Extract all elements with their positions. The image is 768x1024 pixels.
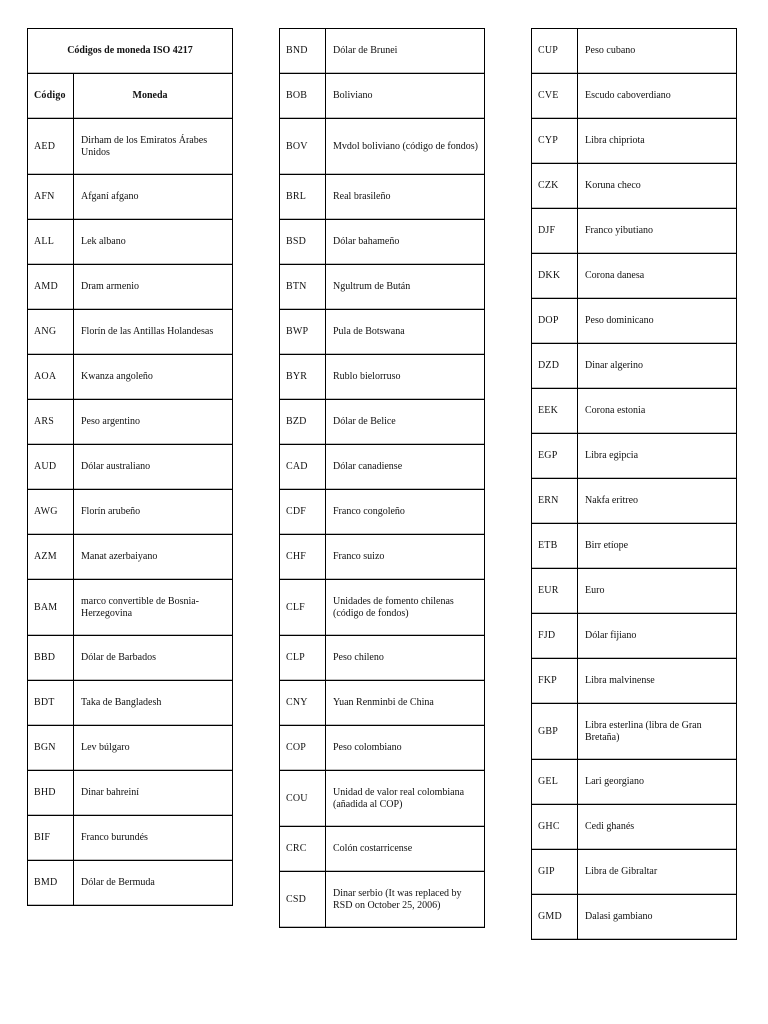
currency-name: Kwanza angoleño xyxy=(81,371,153,382)
currency-name: Peso cubano xyxy=(585,45,636,56)
currency-code: CYP xyxy=(532,119,578,163)
currency-code: ANG xyxy=(28,310,74,354)
currency-code: AZM xyxy=(28,535,74,579)
currency-code: BYR xyxy=(280,355,326,399)
table-row xyxy=(279,74,485,119)
currency-code: AED xyxy=(28,119,74,174)
table-row xyxy=(279,535,485,580)
table-row xyxy=(279,310,485,355)
table-row xyxy=(27,310,233,355)
currency-name: Dram armenio xyxy=(81,281,140,292)
currency-code: ERN xyxy=(532,479,578,523)
currency-code: CZK xyxy=(532,164,578,208)
table-row xyxy=(531,389,737,434)
table-row xyxy=(531,704,737,760)
table-row xyxy=(27,681,233,726)
currency-code: BDT xyxy=(28,681,74,725)
currency-code: DZD xyxy=(532,344,578,388)
table-row xyxy=(27,771,233,816)
table-row xyxy=(27,175,233,220)
table-row xyxy=(279,827,485,872)
currency-code: FJD xyxy=(532,614,578,658)
currency-name: Libra esterlina (libra de Gran Bretaña) xyxy=(585,719,702,743)
currency-code: BSD xyxy=(280,220,326,264)
currency-name: Ngultrum de Bután xyxy=(333,281,411,292)
table-row xyxy=(531,895,737,940)
currency-name: Dólar canadiense xyxy=(333,461,403,472)
table-row xyxy=(279,119,485,175)
table-row xyxy=(27,861,233,906)
currency-code: FKP xyxy=(532,659,578,703)
currency-code: COU xyxy=(280,771,326,826)
table-row xyxy=(279,265,485,310)
currency-name: Real brasileño xyxy=(333,191,391,202)
currency-name: Peso chileno xyxy=(333,652,384,663)
table-row xyxy=(27,119,233,175)
currency-name: Corona estonia xyxy=(585,405,646,416)
currency-code: GIP xyxy=(532,850,578,894)
currency-name: Unidades de fomento chilenas (código de fondos) xyxy=(333,595,454,619)
table-header-row xyxy=(27,74,233,119)
currency-name: Rublo bielorruso xyxy=(333,371,401,382)
currency-code: EUR xyxy=(532,569,578,613)
table-row xyxy=(279,636,485,681)
table-row xyxy=(531,614,737,659)
currency-code: BRL xyxy=(280,175,326,219)
currency-code: EGP xyxy=(532,434,578,478)
currency-code: EEK xyxy=(532,389,578,433)
table-row xyxy=(279,355,485,400)
currency-code: CLP xyxy=(280,636,326,680)
table-row xyxy=(27,445,233,490)
table-row xyxy=(27,636,233,681)
currency-code: CLF xyxy=(280,580,326,635)
table-row xyxy=(531,569,737,614)
currency-code: AUD xyxy=(28,445,74,489)
currency-name: Peso dominicano xyxy=(585,315,654,326)
currency-name: Escudo caboverdiano xyxy=(585,90,671,101)
currency-code: BMD xyxy=(28,861,74,905)
table-row xyxy=(531,805,737,850)
table-row xyxy=(279,29,485,74)
currency-name: Dólar bahameño xyxy=(333,236,400,247)
currency-name: Dólar de Brunei xyxy=(333,45,398,56)
currency-code: DJF xyxy=(532,209,578,253)
table-row xyxy=(531,119,737,164)
currency-name: Libra de Gibraltar xyxy=(585,866,658,877)
currency-name: Lev búlgaro xyxy=(81,742,130,753)
currency-name: Cedi ghanés xyxy=(585,821,635,832)
currency-code: BND xyxy=(280,29,326,73)
table-row xyxy=(531,434,737,479)
table-row xyxy=(531,760,737,805)
currency-name: Manat azerbaiyano xyxy=(81,551,158,562)
table-row xyxy=(531,344,737,389)
currency-name: Dinar serbio (It was replaced by RSD on October 25, 2006) xyxy=(333,887,462,911)
table-row xyxy=(531,659,737,704)
currency-name: Nakfa eritreo xyxy=(585,495,639,506)
currency-table-column-2 xyxy=(279,28,485,928)
currency-name: Taka de Bangladesh xyxy=(81,697,162,708)
currency-name: Koruna checo xyxy=(585,180,641,191)
currency-name: Dinar algerino xyxy=(585,360,644,371)
currency-code: CAD xyxy=(280,445,326,489)
currency-name: Florín de las Antillas Holandesas xyxy=(81,326,214,337)
table-title-row xyxy=(27,29,233,74)
currency-name: Boliviano xyxy=(333,90,373,101)
table-row xyxy=(531,850,737,895)
currency-code: BWP xyxy=(280,310,326,354)
currency-code: BZD xyxy=(280,400,326,444)
table-row xyxy=(279,175,485,220)
currency-code: BTN xyxy=(280,265,326,309)
currency-code: GBP xyxy=(532,704,578,759)
table-row xyxy=(27,265,233,310)
currency-code: BIF xyxy=(28,816,74,860)
currency-code: BOB xyxy=(280,74,326,118)
table-row xyxy=(279,490,485,535)
currency-code: CUP xyxy=(532,29,578,73)
column-header-currency: Moneda xyxy=(132,90,168,101)
table-row xyxy=(27,400,233,445)
currency-code: GHC xyxy=(532,805,578,849)
currency-name: Dirham de los Emiratos Árabes Unidos xyxy=(81,134,208,158)
currency-code: ALL xyxy=(28,220,74,264)
currency-name: Libra chipriota xyxy=(585,135,645,146)
currency-code: ARS xyxy=(28,400,74,444)
table-row xyxy=(279,580,485,636)
currency-name: Dinar bahreiní xyxy=(81,787,140,798)
currency-name: Mvdol boliviano (código de fondos) xyxy=(333,140,478,152)
table-title: Códigos de moneda ISO 4217 xyxy=(67,45,193,56)
table-row xyxy=(27,726,233,771)
currency-name: Franco yibutiano xyxy=(585,225,654,236)
currency-name: Euro xyxy=(585,585,605,596)
currency-code: CSD xyxy=(280,872,326,927)
currency-code: DOP xyxy=(532,299,578,343)
currency-name: Franco congoleño xyxy=(333,506,405,517)
currency-name: Dalasi gambiano xyxy=(585,911,653,922)
table-row xyxy=(531,299,737,344)
table-row xyxy=(279,220,485,265)
currency-code: AFN xyxy=(28,175,74,219)
table-row xyxy=(279,400,485,445)
table-row xyxy=(27,220,233,265)
currency-code: ETB xyxy=(532,524,578,568)
currency-code: AMD xyxy=(28,265,74,309)
currency-code: AWG xyxy=(28,490,74,534)
table-row xyxy=(279,726,485,771)
table-row xyxy=(27,580,233,636)
currency-code: GEL xyxy=(532,760,578,804)
table-row xyxy=(279,681,485,726)
table-row xyxy=(531,164,737,209)
table-row xyxy=(27,490,233,535)
currency-code: COP xyxy=(280,726,326,770)
currency-code: DKK xyxy=(532,254,578,298)
currency-code: CHF xyxy=(280,535,326,579)
table-row xyxy=(531,74,737,119)
column-header-code: Código xyxy=(28,74,74,118)
currency-name: marco convertible de Bosnia-Herzegovina xyxy=(81,595,200,619)
currency-code: CDF xyxy=(280,490,326,534)
table-row xyxy=(531,479,737,524)
currency-name: Dólar australiano xyxy=(81,461,151,472)
currency-name: Franco burundés xyxy=(81,832,148,843)
currency-name: Afganí afgano xyxy=(81,191,139,202)
currency-name: Libra malvinense xyxy=(585,675,655,686)
currency-code: BAM xyxy=(28,580,74,635)
currency-code: BGN xyxy=(28,726,74,770)
currency-name: Peso argentino xyxy=(81,416,140,427)
currency-name: Dólar fijiano xyxy=(585,630,637,641)
currency-code: AOA xyxy=(28,355,74,399)
currency-name: Pula de Botswana xyxy=(333,326,405,337)
table-row xyxy=(531,209,737,254)
currency-name: Colón costarricense xyxy=(333,843,413,854)
currency-code: BOV xyxy=(280,119,326,174)
currency-table-column-3 xyxy=(531,28,737,940)
currency-table-column-1 xyxy=(27,28,233,906)
table-row xyxy=(279,445,485,490)
currency-name: Yuan Renminbi de China xyxy=(333,697,434,708)
table-row xyxy=(279,771,485,827)
currency-name: Lari georgiano xyxy=(585,776,644,787)
currency-name: Libra egipcia xyxy=(585,450,639,461)
currency-name: Corona danesa xyxy=(585,270,645,281)
currency-code: CRC xyxy=(280,827,326,871)
currency-code: CNY xyxy=(280,681,326,725)
currency-code: BBD xyxy=(28,636,74,680)
currency-name: Dólar de Barbados xyxy=(81,652,156,663)
currency-name: Birr etíope xyxy=(585,540,629,551)
currency-code: CVE xyxy=(532,74,578,118)
table-row xyxy=(531,254,737,299)
table-row xyxy=(279,872,485,928)
table-row xyxy=(531,524,737,569)
table-row xyxy=(27,355,233,400)
table-row xyxy=(27,535,233,580)
currency-code: GMD xyxy=(532,895,578,939)
currency-name: Peso colombiano xyxy=(333,742,402,753)
currency-name: Dólar de Bermuda xyxy=(81,877,155,888)
currency-code: BHD xyxy=(28,771,74,815)
currency-name: Florín arubeño xyxy=(81,506,141,517)
currency-name: Unidad de valor real colombiana (añadida al COP) xyxy=(333,786,465,810)
table-row xyxy=(27,816,233,861)
currency-name: Franco suizo xyxy=(333,551,385,562)
currency-name: Lek albano xyxy=(81,236,126,247)
table-row xyxy=(531,29,737,74)
currency-name: Dólar de Belice xyxy=(333,416,396,427)
